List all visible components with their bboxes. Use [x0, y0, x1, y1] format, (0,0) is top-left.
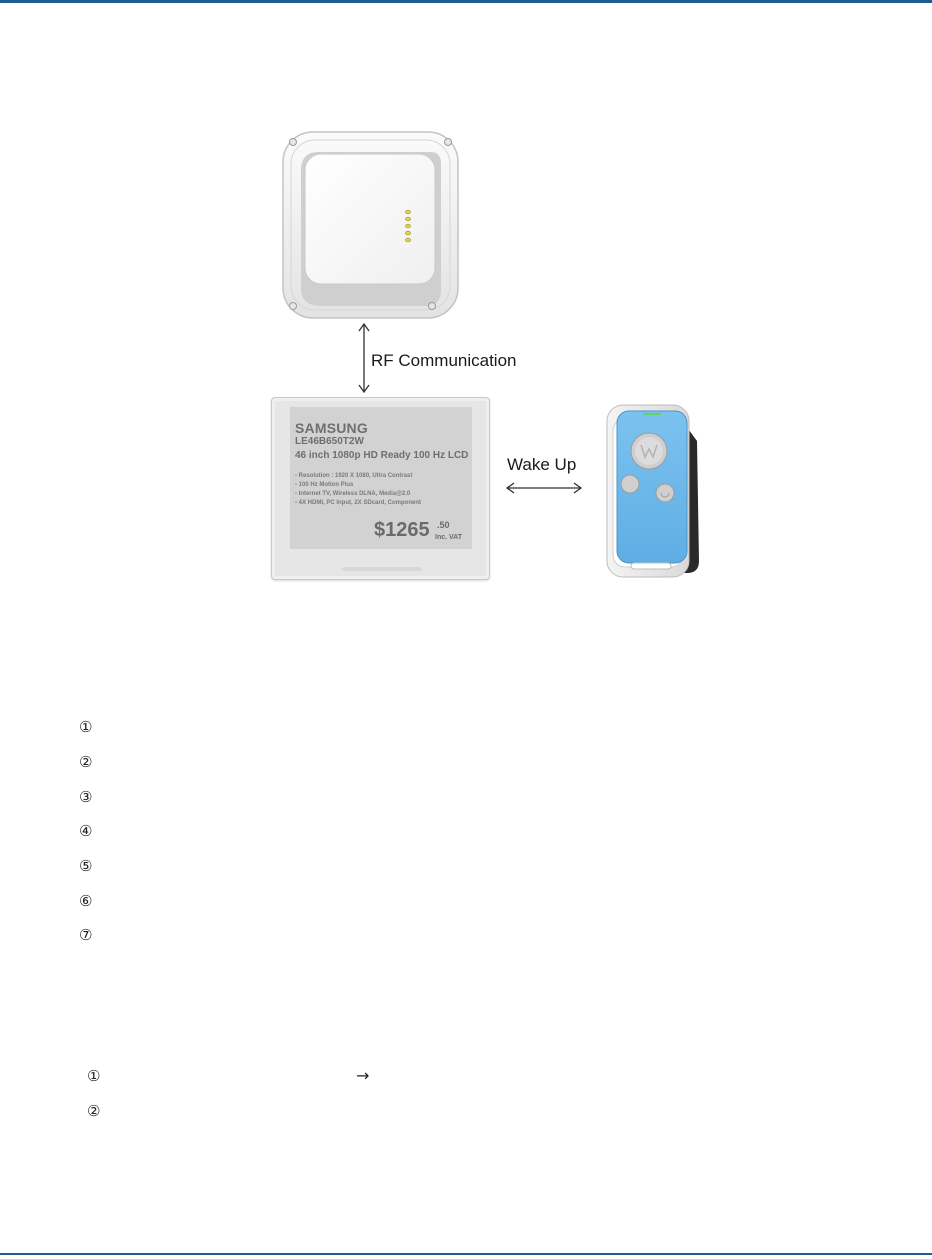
- bottom-rule: [0, 1253, 932, 1255]
- wake-up-label: Wake Up: [507, 455, 577, 474]
- esl-feature: - Resolution : 1920 X 1080, Ultra Contrast: [295, 473, 413, 479]
- list-marker-5: ⑤: [79, 857, 93, 875]
- esl-feature: - 100 Hz Motion Plus: [295, 482, 354, 488]
- electronic-shelf-label: [271, 397, 490, 580]
- esl-feature: - Internet TV, Wireless DLNA, Media@2.0: [295, 491, 411, 497]
- remote-control-illustration: [603, 401, 703, 581]
- step-marker-2: ②: [87, 1102, 101, 1120]
- esl-feature: - 4X HDMI, PC Input, 2X SDcard, Component: [295, 500, 422, 506]
- esl-price: $1265: [374, 519, 430, 541]
- esl-bottom-slot: [342, 567, 422, 571]
- list-marker-4: ④: [79, 822, 93, 840]
- top-rule: [0, 0, 932, 3]
- list-marker-7: ⑦: [79, 926, 93, 944]
- esl-vat-note: Inc. VAT: [435, 534, 462, 541]
- gateway-device-illustration: [281, 130, 460, 320]
- right-arrow-icon: →: [356, 1066, 370, 1085]
- esl-price-cents: .50: [437, 520, 450, 530]
- step-marker-1: ①: [87, 1067, 101, 1085]
- list-marker-6: ⑥: [79, 892, 93, 910]
- double-arrow-horizontal-icon: [504, 478, 584, 498]
- esl-feature-list: [295, 472, 421, 508]
- esl-model: LE46B650T2W: [295, 436, 364, 447]
- esl-description: 46 inch 1080p HD Ready 100 Hz LCD: [295, 450, 469, 461]
- esl-display: [290, 407, 472, 549]
- list-marker-3: ③: [79, 788, 93, 806]
- list-marker-2: ②: [79, 753, 93, 771]
- esl-brand: SAMSUNG: [295, 420, 368, 436]
- rf-communication-label: RF Communication: [371, 351, 517, 370]
- list-marker-1: ①: [79, 718, 93, 736]
